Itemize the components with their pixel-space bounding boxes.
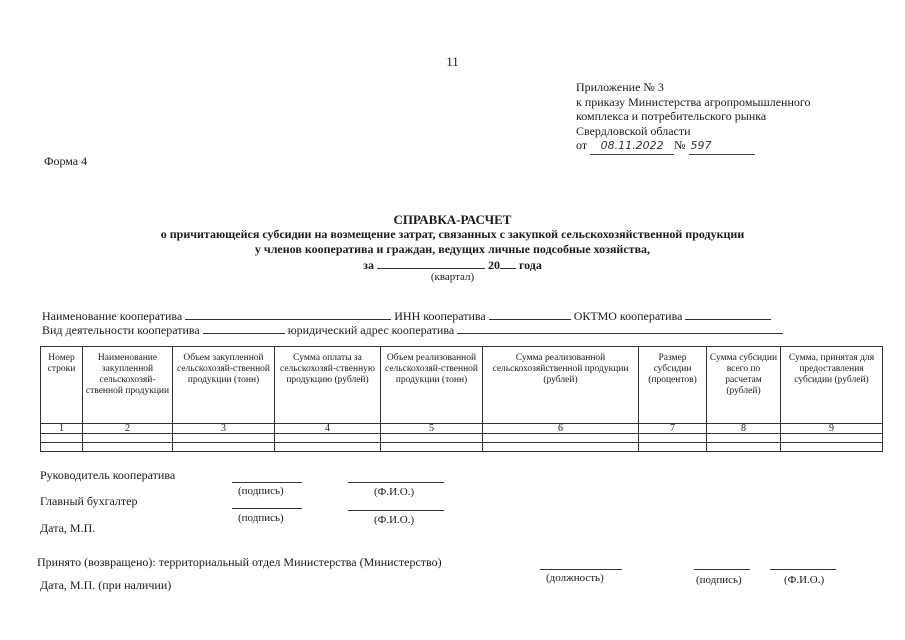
number-cell-9: 9 [781, 424, 883, 434]
table-row [41, 434, 883, 443]
head-label: Руководитель кооператива [40, 468, 176, 482]
table-cell[interactable] [173, 443, 275, 452]
table-cell[interactable] [707, 443, 781, 452]
table-cell[interactable] [483, 443, 639, 452]
number-cell-5: 5 [381, 424, 483, 434]
header-cell-9: Сумма, принятая для предоставления субсидии (рублей) [781, 347, 883, 424]
header-cell-8: Сумма субсидии всего по расчетам (рублей) [707, 347, 781, 424]
table-cell[interactable] [483, 434, 639, 443]
page-number: 11 [446, 54, 459, 69]
table-number-row [41, 424, 883, 434]
number-cell-4: 4 [275, 424, 381, 434]
accountant-label: Главный бухгалтер [40, 494, 138, 508]
number-cell-3: 3 [173, 424, 275, 434]
quarter-blank[interactable] [377, 257, 485, 269]
table-cell[interactable] [41, 443, 83, 452]
number-cell-2: 2 [83, 424, 173, 434]
title-line-2: о причитающейся субсидии на возмещение затрат, связанных с закупкой сельскохозяйственной продукции [160, 227, 745, 241]
period-year-prefix: 20 [487, 258, 500, 272]
accepted-label: Принято (возвращено): территориальный отдел Министерства (Министерство) [37, 555, 442, 569]
ministry-name-caption: (Ф.И.О.) [784, 574, 825, 586]
appendix-line-2: к приказу Министерства агропромышленного [576, 94, 811, 109]
handwritten-number: 597 [689, 139, 755, 155]
ministry-name-line[interactable] [770, 569, 836, 570]
ministry-signature-line[interactable] [694, 569, 750, 570]
period-prefix: за [363, 258, 374, 272]
table-cell[interactable] [781, 443, 883, 452]
table-row [41, 443, 883, 452]
inn-field[interactable] [489, 308, 571, 320]
number-cell-1: 1 [41, 424, 83, 434]
head-name-caption: (Ф.И.О.) [374, 486, 415, 498]
number-cell-8: 8 [707, 424, 781, 434]
activity-field[interactable] [203, 322, 285, 334]
table-cell[interactable] [41, 434, 83, 443]
table-header-row [41, 347, 883, 424]
title-line-3: у членов кооператива и граждан, ведущих личные подсобные хозяйства, [254, 242, 651, 256]
table-cell[interactable] [173, 434, 275, 443]
oktmo-field[interactable] [685, 308, 771, 320]
table-cell[interactable] [639, 434, 707, 443]
accountant-name-line[interactable] [348, 510, 444, 511]
period-caption: (квартал) [430, 271, 475, 283]
table-cell[interactable] [707, 434, 781, 443]
appendix-line-4: Свердловской области [576, 123, 691, 138]
head-signature-caption: (подпись) [238, 485, 284, 497]
table-cell[interactable] [381, 434, 483, 443]
date-stamp-optional-label: Дата, М.П. (при наличии) [40, 578, 172, 592]
address-label: юридический адрес кооператива [287, 323, 455, 337]
appendix-line-3: комплекса и потребительского рынка [576, 109, 767, 123]
position-caption: (должность) [546, 572, 604, 584]
position-line[interactable] [540, 569, 622, 570]
ministry-signature-caption: (подпись) [696, 574, 742, 586]
header-cell-4: Сумма оплаты за сельскохозяй-ственную продукцию (рублей) [275, 347, 381, 424]
table-cell[interactable] [275, 443, 381, 452]
number-cell-6: 6 [483, 424, 639, 434]
activity-label: Вид деятельности кооператива [42, 323, 200, 337]
subsidy-table [40, 346, 883, 452]
appendix-block [576, 80, 811, 155]
header-cell-6: Сумма реализованной сельскохозяйственной продукции (рублей) [483, 347, 639, 424]
header-cell-5: Объем реализованной сельскохозяй-ственной продукции (тонн) [381, 347, 483, 424]
accountant-signature-line[interactable] [232, 508, 302, 509]
document-title: СПРАВКА-РАСЧЕТ [393, 212, 512, 227]
header-cell-3: Объем закупленной сельскохозяй-ственной продукции (тонн) [173, 347, 275, 424]
form-label: Форма 4 [44, 154, 88, 168]
table-cell[interactable] [639, 443, 707, 452]
date-stamp-label: Дата, М.П. [40, 521, 96, 535]
head-signature-line[interactable] [232, 482, 302, 483]
coop-name-field[interactable] [185, 308, 391, 320]
accountant-signature-caption: (подпись) [238, 512, 284, 524]
table-cell[interactable] [83, 443, 173, 452]
table-cell[interactable] [781, 434, 883, 443]
header-cell-2: Наименование закупленной сельскохозяй-ственной продукции [83, 347, 173, 424]
header-cell-1: Номер строки [41, 347, 83, 424]
coop-info-line-2 [42, 322, 783, 338]
appendix-order-line [576, 138, 811, 155]
table-cell[interactable] [275, 434, 381, 443]
accountant-name-caption: (Ф.И.О.) [374, 514, 415, 526]
coop-name-label: Наименование кооператива [42, 309, 183, 323]
number-cell-7: 7 [639, 424, 707, 434]
header-cell-7: Размер субсидии (процентов) [639, 347, 707, 424]
period-suffix: года [518, 258, 542, 272]
number-label: № [674, 138, 686, 152]
head-name-line[interactable] [348, 482, 444, 483]
year-blank[interactable] [500, 257, 516, 269]
inn-label: ИНН кооператива [394, 309, 486, 323]
table-cell[interactable] [381, 443, 483, 452]
oktmo-label: ОКТМО кооператива [573, 309, 683, 323]
appendix-line-1: Приложение № 3 [576, 80, 664, 94]
from-label: от [576, 138, 588, 152]
address-field[interactable] [457, 322, 783, 334]
handwritten-date: 08.11.2022 [590, 139, 674, 155]
table-cell[interactable] [83, 434, 173, 443]
